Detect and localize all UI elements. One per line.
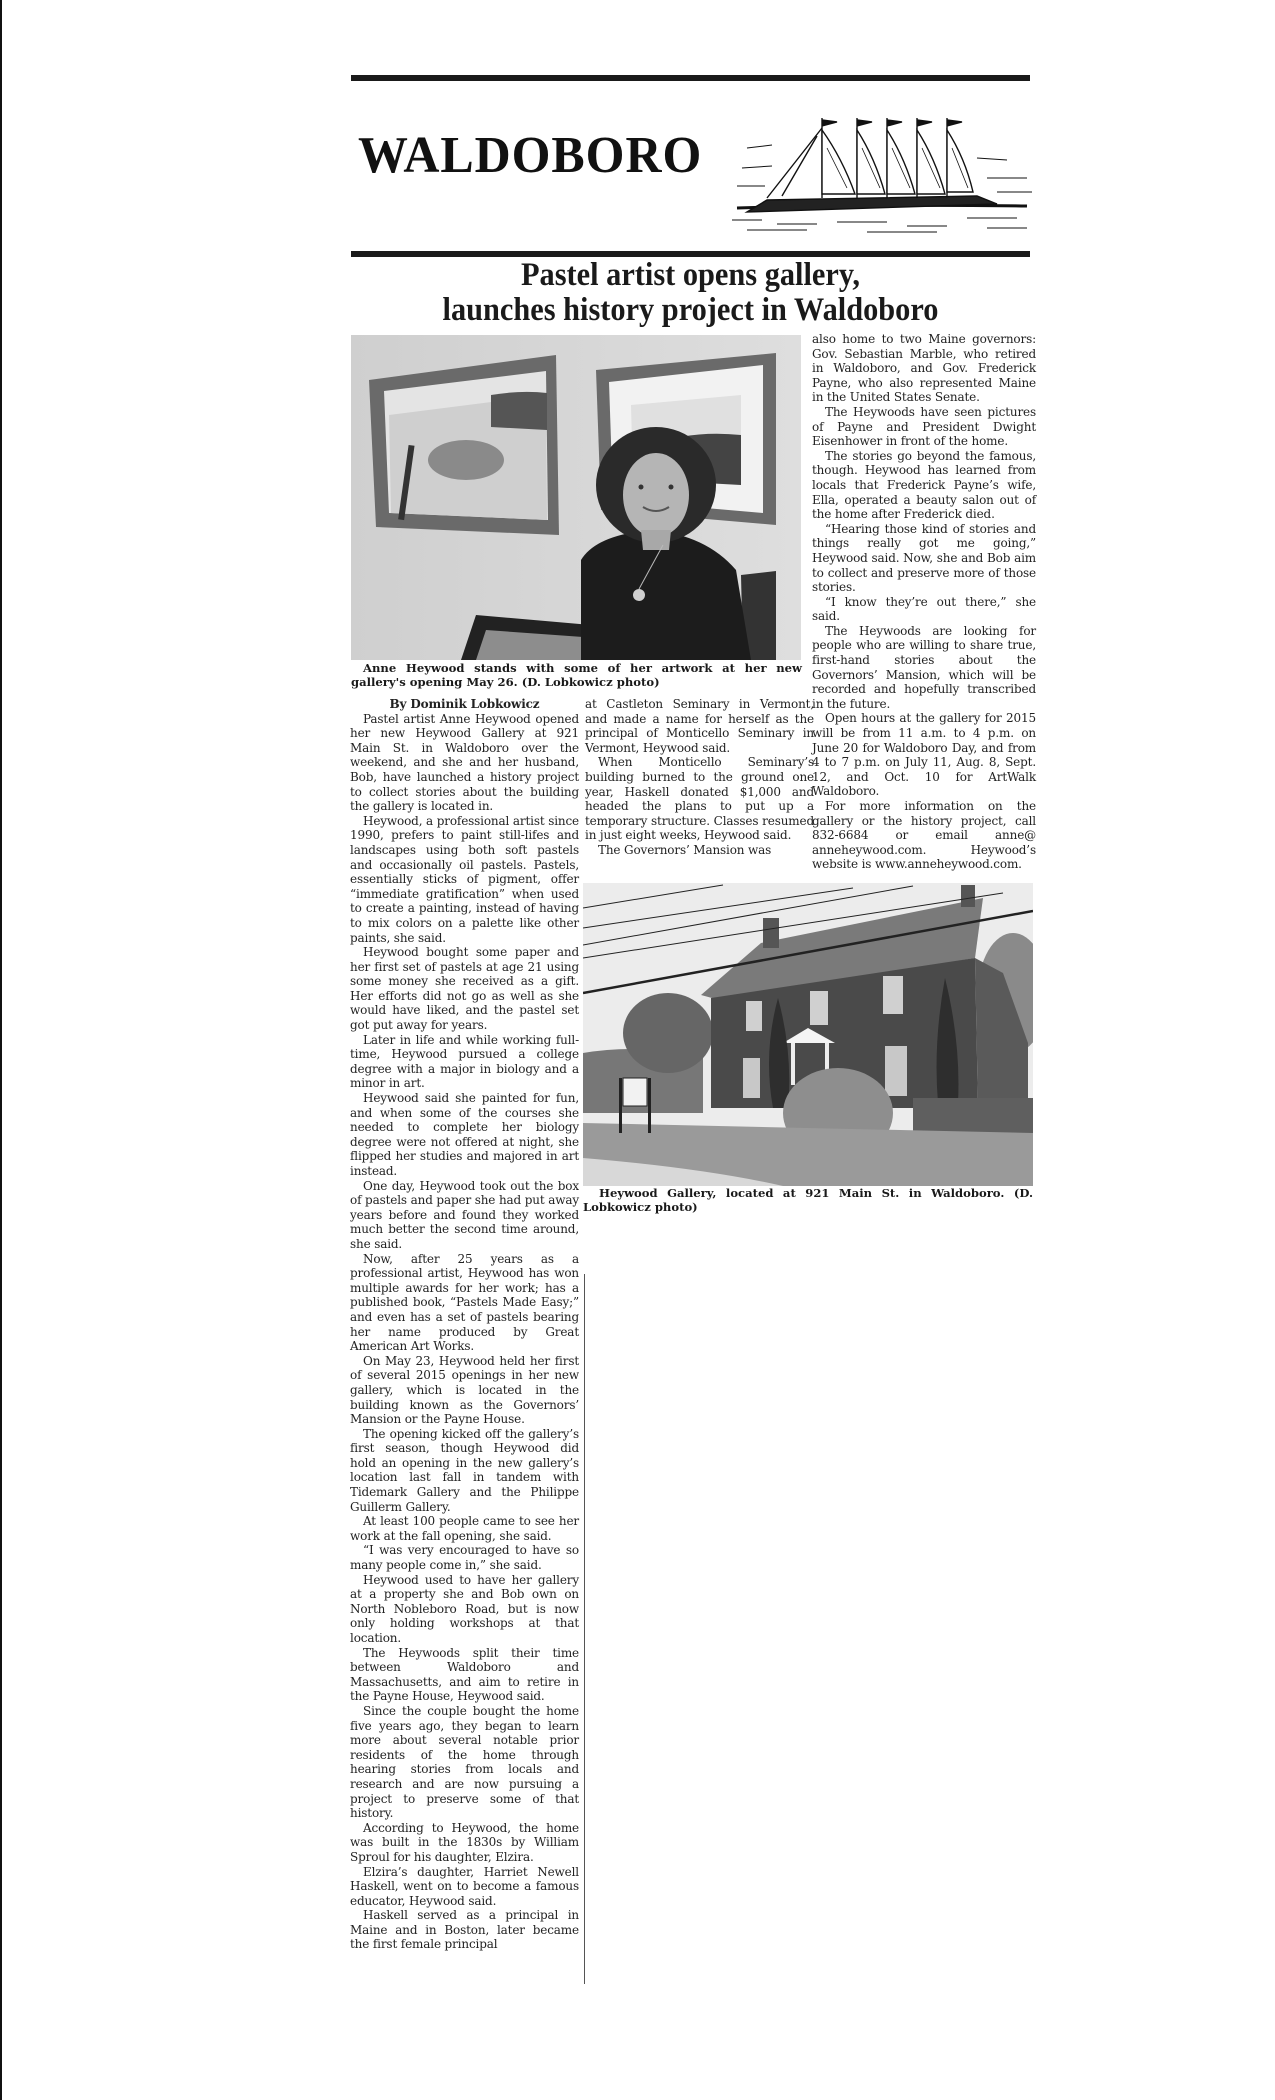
column-divider (584, 1274, 585, 1984)
paragraph: Since the couple bought the home five years ago, they began to learn more about several notable prior residents of the home through hearing stories from locals and research and are now pursuing a project to preserve some of that history. (350, 1703, 579, 1821)
paragraph: Open hours at the gallery for 2015 will be from 11 a.m. to 4 p.m. on June 20 for Waldoboro Day, and from 4 to 7 p.m. on July 11, Aug. 8, Sept. 12, and Oct. 10 for ArtWalk Waldoboro. (812, 711, 1036, 799)
paragraph: The Heywoods are looking for people who are willing to share true, first-hand stories about the Governors’ Mansion, which will be recorded and hopefully transcribed in the future. (812, 623, 1036, 711)
headline-line-2: launches history project in Waldoboro (442, 292, 939, 328)
paragraph: Later in life and while working full-time, Heywood pursued a college degree with a major in biology and a minor in art. (350, 1032, 579, 1091)
paragraph: “I was very encouraged to have so many people come in,” she said. (350, 1543, 579, 1573)
paragraph: Heywood bought some paper and her first set of pastels at age 21 using some money she received as a gift. Her efforts did not go as well as she would have liked, and the pastel set got put away for years. (350, 945, 579, 1033)
paragraph: Heywood, a professional artist since 1990, prefers to paint still-lifes and landscapes using both soft pastels and occasionally oil pastels. Pastels, essentially sticks of pigment, offer “immediate gratification” when used to create a painting, instead of having to mix colors on a palette like other paints, she said. (350, 813, 579, 945)
paragraph: One day, Heywood took out the box of pastels and paper she had put away years before and found they worked much better the second time around, she said. (350, 1178, 579, 1251)
paragraph: When Monticello Seminary’s building burned to the ground one year, Haskell donated $1,000 and headed the plans to put up a temporary structure. Classes resumed in just eight weeks, Heywood said. (585, 755, 814, 843)
paragraph: “I know they’re out there,” she said. (812, 594, 1036, 624)
paragraph: The Heywoods split their time between Waldoboro and Massachusetts, and aim to retire in the Payne House, Heywood said. (350, 1645, 579, 1704)
byline: By Dominik Lobkowicz (389, 697, 540, 711)
section-title: WALDOBORO (358, 127, 703, 184)
artist-photo-caption: Anne Heywood stands with some of her artwork at her new gallery's opening May 26. (D. Lobkowicz photo) (351, 661, 802, 689)
article-headline (378, 258, 1003, 328)
paragraph: Heywood said she painted for fun, and when some of the courses she needed to complete her biology degree were not offered at night, she flipped her studies and majored in art instead. (350, 1091, 579, 1178)
article-column-3 (812, 332, 1036, 872)
artist-photo (351, 335, 801, 660)
paragraph: Haskell served as a principal in Maine and in Boston, later became the first female principal (350, 1908, 579, 1952)
paragraph: The opening kicked off the gallery’s first season, though Heywood did hold an opening in the new gallery’s location last fall in tandem with Tidemark Gallery and the Philippe Guillerm Gallery. (350, 1426, 579, 1514)
paragraph: “Hearing those kind of stories and things really got me going,” Heywood said. Now, she and Bob aim to collect and preserve more of those stories. (812, 521, 1036, 595)
paragraph: at Castleton Seminary in Vermont, and made a name for herself as the principal of Monticello Seminary in Vermont, Heywood said. (585, 697, 814, 755)
section-top-rule (351, 75, 1030, 81)
paragraph: Pastel artist Anne Heywood opened her new Heywood Gallery at 921 Main St. in Waldoboro over the weekend, and she and her husband, Bob, have launched a history project to collect stories about the building the gallery is located in. (350, 711, 579, 814)
paragraph: At least 100 people came to see her work at the fall opening, she said. (350, 1514, 579, 1543)
paragraph: Now, after 25 years as a professional artist, Heywood has won multiple awards for her work; has a published book, “Pastels Made Easy;” and even has a set of pastels bearing her name produced by Great American Art Works. (350, 1251, 579, 1354)
article-column-2 (585, 697, 814, 858)
house-photo-caption: Heywood Gallery, located at 921 Main St. in Waldoboro. (D. Lobkowicz photo) (583, 1186, 1033, 1214)
article-column-1 (350, 697, 579, 1952)
gallery-house-photo (583, 883, 1033, 1186)
paragraph: Elzira’s daughter, Harriet Newell Haskell, went on to become a famous educator, Heywood said. (350, 1864, 579, 1908)
paragraph: The Heywoods have seen pictures of Payne and President Dwight Eisenhower in front of the home. (812, 404, 1036, 449)
paragraph: For more information on the gallery or the history project, call 832-6684 or email anne@ anneheywood.com. Heywood’s website is www.anneheywood.com. (812, 799, 1036, 872)
paragraph: also home to two Maine governors: Gov. Sebastian Marble, who retired in Waldoboro, and Gov. Frederick Payne, who also represented Maine in the United States Senate. (812, 332, 1036, 405)
paragraph: Heywood used to have her gallery at a property she and Bob own on North Nobleboro Road, but is now only holding workshops at that location. (350, 1572, 579, 1645)
paragraph: The stories go beyond the famous, though. Heywood has learned from locals that Frederick Payne’s wife, Ella, operated a beauty salon out of the home after Frederick died. (812, 448, 1036, 522)
paragraph: The Governors’ Mansion was (598, 842, 772, 857)
paragraph: According to Heywood, the home was built in the 1830s by William Sproul for his daughter, Elzira. (350, 1820, 579, 1864)
schooner-ship-icon (727, 108, 1037, 238)
headline-line-1: Pastel artist opens gallery, (521, 257, 860, 293)
paragraph: On May 23, Heywood held her first of several 2015 openings in her new gallery, which is located in the building known as the Governors’ Mansion or the Payne House. (350, 1353, 579, 1427)
